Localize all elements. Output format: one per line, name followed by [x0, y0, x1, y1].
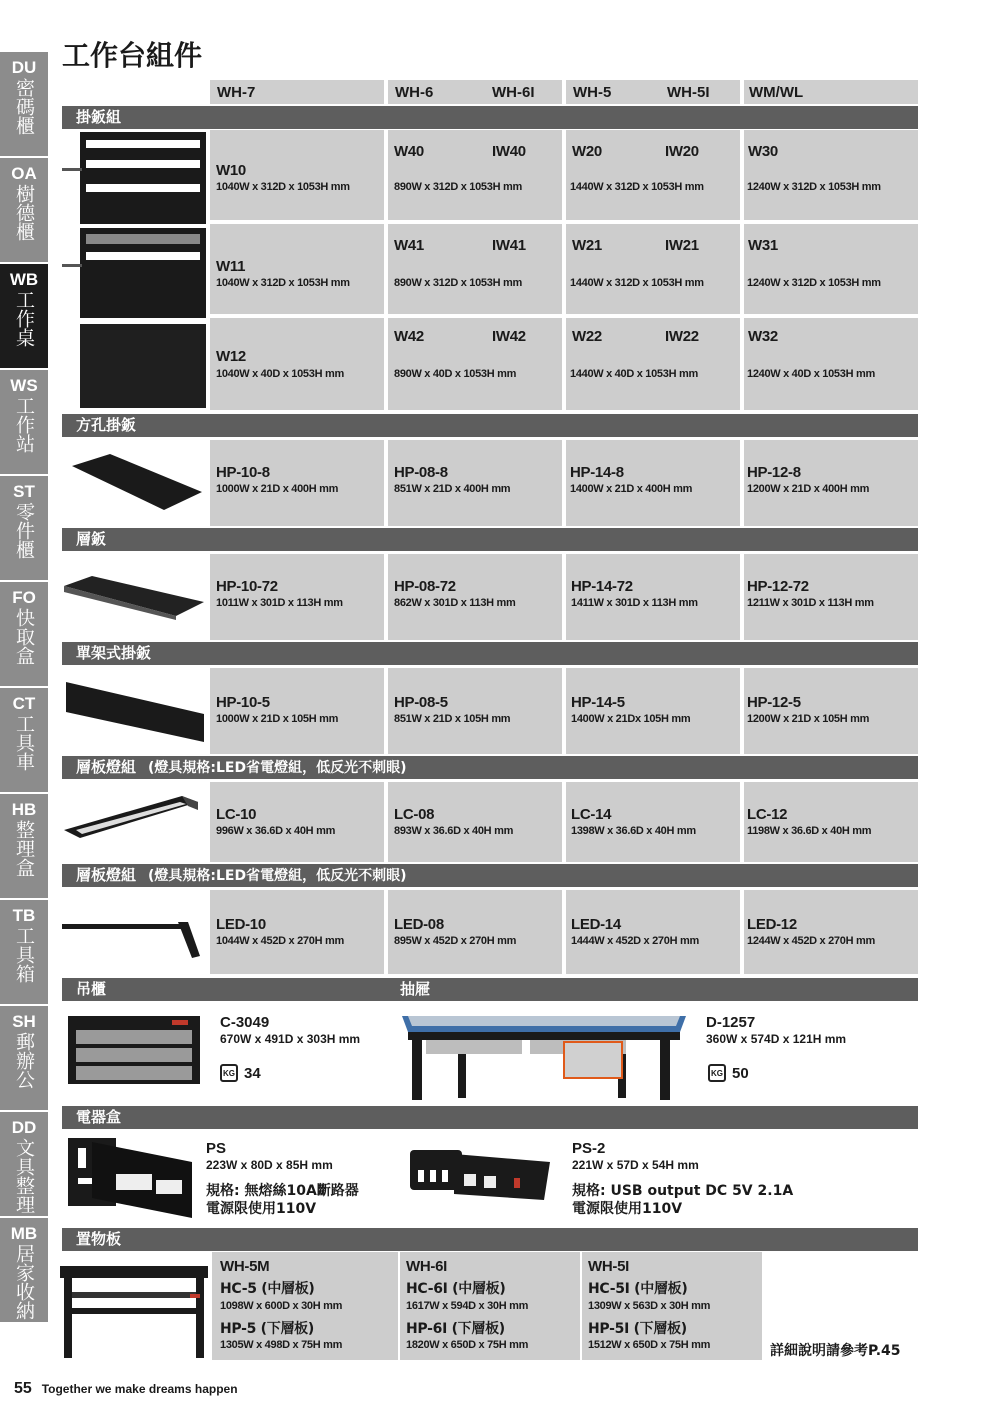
dimensions: 1098W x 600D x 30H mm	[220, 1300, 343, 1312]
pegboard-image	[62, 130, 208, 410]
model-code: HP-12-8	[747, 464, 801, 481]
drawer-dimensions: 360W x 574D x 121H mm	[706, 1032, 847, 1046]
model-code: HP-10-5	[216, 694, 270, 711]
tab-code: WS	[10, 376, 38, 395]
reference-note: 詳細說明請參考P.45	[770, 1343, 901, 1359]
lower-shelf-model: HP-6I (下層板)	[406, 1321, 505, 1337]
col-header-wm	[744, 80, 918, 104]
cell-w20	[566, 130, 740, 220]
middle-shelf-model: HC-5I (中層板)	[588, 1281, 688, 1297]
model-code: HP-08-72	[394, 578, 456, 595]
cell-lc-14	[566, 782, 740, 862]
middle-shelf-model: HC-6I (中層板)	[406, 1281, 506, 1297]
section-bar-layer	[62, 528, 918, 551]
section-title: 掛鈑組	[76, 108, 122, 126]
header-label: WM/WL	[749, 83, 804, 101]
tab-sh[interactable]	[0, 1006, 48, 1110]
section-bar-power	[62, 1106, 918, 1129]
model-code: LC-14	[571, 806, 612, 823]
header-label: WH-7	[217, 83, 256, 101]
footer-slogan: Together we make dreams happen	[41, 1382, 238, 1396]
square-hole-panel-image	[62, 448, 208, 520]
model-code: HP-08-8	[394, 464, 448, 481]
single-hanging-board-image	[62, 678, 208, 748]
cell-w10	[210, 130, 384, 220]
section-bar-square	[62, 414, 918, 437]
dimensions: 1398W x 36.6D x 40H mm	[571, 825, 696, 837]
dimensions: 1240W x 312D x 1053H mm	[747, 181, 881, 193]
cell-w42	[388, 318, 562, 410]
model-code: W20	[572, 143, 602, 160]
tab-label: 工作桌	[13, 290, 35, 347]
cell-w12	[210, 318, 384, 410]
cell-hp-12-5	[744, 668, 918, 754]
model-code: LED-14	[571, 916, 621, 933]
col-header-wh5	[566, 80, 740, 104]
dimensions: 1240W x 40D x 1053H mm	[747, 368, 875, 380]
drawer-weight	[708, 1064, 749, 1082]
drawer-model: D-1257	[706, 1014, 756, 1031]
model-code: HP-14-72	[571, 578, 633, 595]
tab-label: 工具車	[13, 714, 35, 771]
tab-code: OA	[11, 164, 37, 183]
dimensions: 851W x 21D x 400H mm	[394, 483, 511, 495]
cell-lc-08	[388, 782, 562, 862]
dimensions: 1512W x 650D x 75H mm	[588, 1339, 711, 1351]
cell-hp-10-72	[210, 554, 384, 640]
header-label: WH-5	[573, 83, 612, 101]
tab-label: 工具箱	[13, 926, 35, 983]
dimensions: 1617W x 594D x 30H mm	[406, 1300, 529, 1312]
ps-dimensions: 223W x 80D x 85H mm	[206, 1158, 333, 1172]
model-code: HP-10-8	[216, 464, 270, 481]
cell-w32	[744, 318, 918, 410]
cell-w22	[566, 318, 740, 410]
tab-code: HB	[11, 800, 37, 819]
tab-mb[interactable]	[0, 1218, 48, 1322]
section-note: (燈具規格:LED省電燈組，低反光不刺眼)	[148, 868, 407, 884]
header-label: WH-6	[395, 83, 434, 101]
section-title: 層板燈組	[76, 866, 137, 884]
dimensions: 1040W x 40D x 1053H mm	[216, 368, 344, 380]
category-tabs	[0, 52, 48, 1324]
model-code: W21	[572, 237, 602, 254]
cell-shelf-wh-6i	[400, 1252, 580, 1360]
model-code: IW21	[665, 237, 699, 254]
cell-hp-08-72	[388, 554, 562, 640]
cell-w30	[744, 130, 918, 220]
model-code: LED-10	[216, 916, 266, 933]
cell-hp-14-72	[566, 554, 740, 640]
tab-hb[interactable]	[0, 794, 48, 898]
section-title: 層板燈組	[76, 758, 137, 776]
model-code: IW22	[665, 328, 699, 345]
section-title: 單架式掛鈑	[76, 644, 152, 662]
dimensions: 890W x 312D x 1053H mm	[394, 181, 522, 193]
model-code: HP-10-72	[216, 578, 278, 595]
tab-label: 居家收納	[13, 1244, 35, 1320]
header-label: WH-6I	[492, 83, 535, 101]
dimensions: 1240W x 312D x 1053H mm	[747, 277, 881, 289]
cell-w21	[566, 224, 740, 314]
dimensions: 1211W x 301D x 113H mm	[747, 597, 874, 609]
tab-code: DD	[11, 1118, 37, 1137]
dimensions: 1040W x 312D x 1053H mm	[216, 277, 350, 289]
tab-wb[interactable]	[0, 264, 48, 368]
cabinet-dimensions: 670W x 491D x 303H mm	[220, 1032, 361, 1046]
ps2-voltage-note: 電源限使用110V	[572, 1201, 683, 1217]
model-code: W11	[216, 258, 246, 275]
model-code: HP-12-5	[747, 694, 801, 711]
dimensions: 1200W x 21D x 400H mm	[747, 483, 870, 495]
dimensions: 1198W x 36.6D x 40H mm	[747, 825, 872, 837]
model-code: IW42	[492, 328, 526, 345]
dimensions: 996W x 36.6D x 40H mm	[216, 825, 336, 837]
model-code: LC-12	[747, 806, 788, 823]
layer-board-image	[62, 570, 208, 620]
dimensions: 1000W x 21D x 400H mm	[216, 483, 339, 495]
dimensions: 890W x 40D x 1053H mm	[394, 368, 517, 380]
section-title: 抽屜	[400, 980, 431, 998]
tab-label: 快取盒	[13, 608, 35, 665]
dimensions: 1444W x 452D x 270H mm	[571, 935, 699, 947]
workbench-model: WH-6I	[406, 1258, 447, 1275]
cell-hp-14-8	[566, 440, 740, 526]
tab-label: 工作站	[13, 396, 35, 453]
dimensions: 1440W x 312D x 1053H mm	[570, 181, 704, 193]
tab-du[interactable]	[0, 52, 48, 156]
section-bar-lamp-led	[62, 864, 918, 887]
model-code: LC-10	[216, 806, 257, 823]
drawer-workbench-image	[398, 1010, 690, 1102]
cabinet-model: C-3049	[220, 1014, 270, 1031]
section-title: 方孔掛鈑	[76, 416, 137, 434]
model-code: W41	[394, 237, 424, 254]
section-bar-shelf	[62, 1228, 918, 1251]
tab-oa[interactable]	[0, 158, 48, 262]
dimensions: 1044W x 452D x 270H mm	[216, 935, 344, 947]
tab-code: ST	[13, 482, 35, 501]
tab-code: CT	[12, 694, 36, 713]
hanging-cabinet-image	[62, 1010, 208, 1086]
tab-code: TB	[12, 906, 36, 925]
tab-fo[interactable]	[0, 582, 48, 686]
lower-shelf-model: HP-5I (下層板)	[588, 1321, 687, 1337]
weight-icon: KG	[708, 1064, 726, 1082]
section-title: 置物板	[76, 1230, 122, 1248]
ps-model: PS	[206, 1140, 227, 1157]
tab-label: 零件櫃	[13, 502, 35, 559]
dimensions: 1400W x 21Dx 105H mm	[571, 713, 691, 725]
section-note: (燈具規格:LED省電燈組，低反光不刺眼)	[148, 760, 407, 776]
tab-ct[interactable]	[0, 688, 48, 792]
cell-w40	[388, 130, 562, 220]
weight-icon: KG	[220, 1064, 238, 1082]
middle-shelf-model: HC-5 (中層板)	[220, 1281, 315, 1297]
dimensions: 1400W x 21D x 400H mm	[570, 483, 693, 495]
section-title: 電器盒	[76, 1108, 122, 1126]
dimensions: 1305W x 498D x 75H mm	[220, 1339, 343, 1351]
cell-hp-10-5	[210, 668, 384, 754]
dimensions: 1040W x 312D x 1053H mm	[216, 181, 350, 193]
cell-w41	[388, 224, 562, 314]
tab-label: 文具整理	[13, 1138, 35, 1214]
ps2-spec: 規格: USB output DC 5V 2.1A	[572, 1183, 794, 1199]
dimensions: 851W x 21D x 105H mm	[394, 713, 511, 725]
col-header-wh7	[210, 80, 384, 104]
dimensions: 862W x 301D x 113H mm	[394, 597, 516, 609]
section-bar-lamp-lc	[62, 756, 918, 779]
model-code: W42	[394, 328, 424, 345]
section-bar-cabinet	[62, 978, 918, 1001]
tab-label: 樹德櫃	[13, 184, 35, 241]
section-bar-single	[62, 642, 918, 665]
lc-lamp-image	[62, 790, 208, 850]
model-code: HP-14-5	[571, 694, 625, 711]
model-code: W31	[748, 237, 778, 254]
col-header-wh6	[388, 80, 562, 104]
dimensions: 895W x 452D x 270H mm	[394, 935, 517, 947]
dimensions: 1820W x 650D x 75H mm	[406, 1339, 529, 1351]
dimensions: 1200W x 21D x 105H mm	[747, 713, 870, 725]
model-code: LED-08	[394, 916, 444, 933]
tab-code: DU	[11, 58, 37, 77]
model-code: W40	[394, 143, 424, 160]
cell-hp-12-8	[744, 440, 918, 526]
tab-st[interactable]	[0, 476, 48, 580]
model-code: W22	[572, 328, 602, 345]
cell-shelf-wh-5i	[582, 1252, 762, 1360]
page-number: 55	[14, 1380, 32, 1397]
cell-hp-12-72	[744, 554, 918, 640]
ps2-dimensions: 221W x 57D x 54H mm	[572, 1158, 699, 1172]
section-bar-hang	[62, 106, 918, 129]
tab-ws[interactable]	[0, 370, 48, 474]
dimensions: 890W x 312D x 1053H mm	[394, 277, 522, 289]
storage-shelf-image	[60, 1262, 210, 1358]
dimensions: 1309W x 563D x 30H mm	[588, 1300, 711, 1312]
power-box-ps-image	[62, 1134, 202, 1226]
power-box-ps2-image	[404, 1144, 554, 1208]
cell-hp-08-8	[388, 440, 562, 526]
ps-spec: 規格: 無熔絲10A斷路器	[206, 1183, 359, 1199]
ps2-model: PS-2	[572, 1140, 606, 1157]
cell-led-10	[210, 890, 384, 974]
tab-code: MB	[10, 1224, 38, 1243]
page-title: 工作台組件	[62, 39, 203, 72]
model-code: W12	[216, 348, 246, 365]
dimensions: 1244W x 452D x 270H mm	[747, 935, 875, 947]
dimensions: 1011W x 301D x 113H mm	[216, 597, 343, 609]
model-code: HP-12-72	[747, 578, 809, 595]
weight-value: 34	[244, 1064, 261, 1082]
cell-led-14	[566, 890, 740, 974]
tab-label: 密碼櫃	[13, 78, 35, 135]
ps-voltage-note: 電源限使用110V	[206, 1201, 317, 1217]
model-code: IW41	[492, 237, 526, 254]
dimensions: 1440W x 312D x 1053H mm	[570, 277, 704, 289]
model-code: HP-14-8	[570, 464, 624, 481]
cell-led-12	[744, 890, 918, 974]
cell-hp-10-8	[210, 440, 384, 526]
dimensions: 1411W x 301D x 113H mm	[571, 597, 698, 609]
tab-label: 整理盒	[13, 820, 35, 877]
header-label: WH-5I	[667, 83, 710, 101]
model-code: IW20	[665, 143, 699, 160]
cell-led-08	[388, 890, 562, 974]
dimensions: 893W x 36.6D x 40H mm	[394, 825, 514, 837]
led-lamp-arm-image	[62, 906, 208, 966]
tab-code: WB	[9, 270, 39, 289]
model-code: LED-12	[747, 916, 797, 933]
weight-value: 50	[732, 1064, 749, 1082]
model-code: HP-08-5	[394, 694, 448, 711]
cell-hp-08-5	[388, 668, 562, 754]
workbench-model: WH-5I	[588, 1258, 629, 1275]
model-code: LC-08	[394, 806, 435, 823]
tab-tb[interactable]	[0, 900, 48, 1004]
model-code: W32	[748, 328, 778, 345]
model-code: W10	[216, 162, 246, 179]
tab-dd[interactable]	[0, 1112, 48, 1216]
section-title: 吊櫃	[76, 980, 107, 998]
dimensions: 1440W x 40D x 1053H mm	[570, 368, 698, 380]
cabinet-weight	[220, 1064, 261, 1082]
lower-shelf-model: HP-5 (下層板)	[220, 1321, 314, 1337]
dimensions: 1000W x 21D x 105H mm	[216, 713, 339, 725]
model-code: IW40	[492, 143, 526, 160]
tab-code: FO	[12, 588, 36, 607]
cell-shelf-wh-5m	[212, 1252, 398, 1360]
cell-lc-10	[210, 782, 384, 862]
cell-w31	[744, 224, 918, 314]
model-code: W30	[748, 143, 778, 160]
tab-label: 郵辦公	[13, 1032, 35, 1089]
tab-code: SH	[12, 1012, 36, 1031]
page-footer	[14, 1380, 238, 1398]
cell-hp-14-5	[566, 668, 740, 754]
workbench-model: WH-5M	[220, 1258, 270, 1275]
section-title: 層鈑	[76, 530, 107, 548]
cell-lc-12	[744, 782, 918, 862]
cell-w11	[210, 224, 384, 314]
